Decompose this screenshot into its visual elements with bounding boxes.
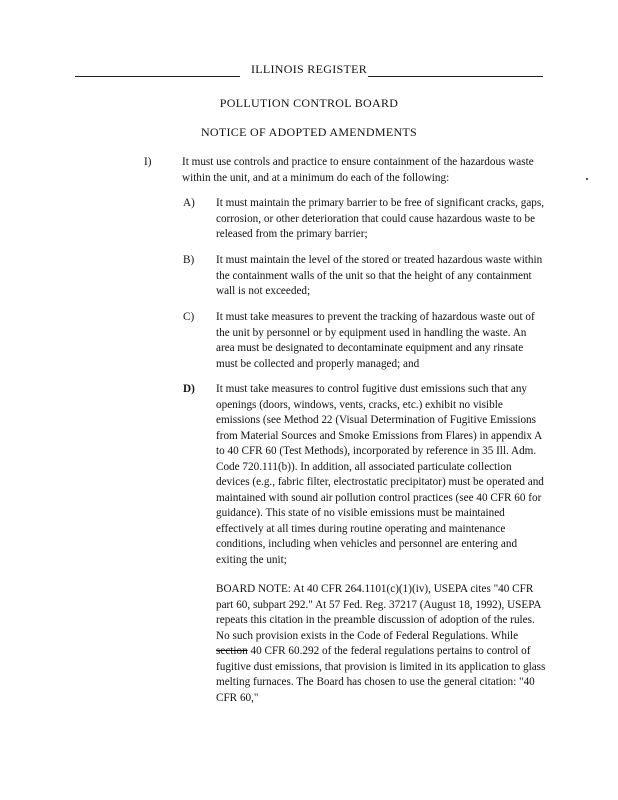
register-title: ILLINOIS REGISTER — [250, 62, 368, 76]
notice-title: NOTICE OF ADOPTED AMENDMENTS — [200, 125, 418, 139]
board-name: POLLUTION CONTROL BOARD — [219, 96, 399, 110]
item-b-marker: B) — [183, 254, 195, 266]
section-marker: I) — [144, 156, 152, 168]
board-note-part2: 40 CFR 60.292 of the federal regulations pertains to control of fugitive dust emissions, that provision is limited in its application to glass melting furnaces. The Board has chosen to use the general citation: "40 CFR 60," — [216, 645, 546, 704]
item-a-marker: A) — [183, 197, 195, 209]
item-c-text: It must take measures to prevent the tracking of hazardous waste out of the unit by personnel or by equipment used in handling the waste. An area must be designated to decontaminate equipment and any rinsate must be collected and properly managed; and — [216, 311, 535, 370]
item-b-text: It must maintain the level of the stored or treated hazardous waste within the containment walls of the unit so that the height of any containment wall is not exceeded; — [216, 254, 543, 297]
item-c-marker: C) — [183, 311, 195, 323]
item-d-text: It must take measures to control fugitive dust emissions such that any openings (doors, windows, vents, cracks, etc.) exhibit no visible emissions (see Method 22 (Visual Determination of Fugitive Emissions from Material Sources and Smoke Emissions from Flares) in appendix A to 40 CFR 60 (Test Methods), incorporated by reference in 35 Ill. Adm. Code 720.111(b)). In addition, all associated particulate collection devices (e.g., fabric filter, electrostatic precipitator) must be operated and maintained with sound air pollution control practices (see 40 CFR 60 for guidance). This state of no visible emissions must be maintained effectively at all times during routine operating and maintenance conditions, including when vehicles and personnel are entering and exiting the unit; — [216, 383, 544, 566]
board-note-part1: BOARD NOTE: At 40 CFR 264.1101(c)(1)(iv), USEPA cites "40 CFR part 60, subpart 292." At 57 Fed. Reg. 37217 (August 18, 1992), USEPA repeats this citation in the preamble discussion of adoption of the rules. No such provision exists in the Code of Federal Regulations. While — [216, 583, 541, 642]
board-note-struck-word: section — [216, 645, 248, 657]
board-note — [216, 582, 546, 706]
section-text: It must use controls and practice to ensure containment of the hazardous waste within the unit, and at a minimum do each of the following: — [182, 156, 534, 184]
item-a-text: It must maintain the primary barrier to be free of significant cracks, gaps, corrosion, or other deterioration that could cause hazardous waste to be released from the primary barrier; — [216, 197, 545, 240]
scan-speck — [586, 178, 588, 180]
item-d-marker: D) — [183, 383, 195, 395]
